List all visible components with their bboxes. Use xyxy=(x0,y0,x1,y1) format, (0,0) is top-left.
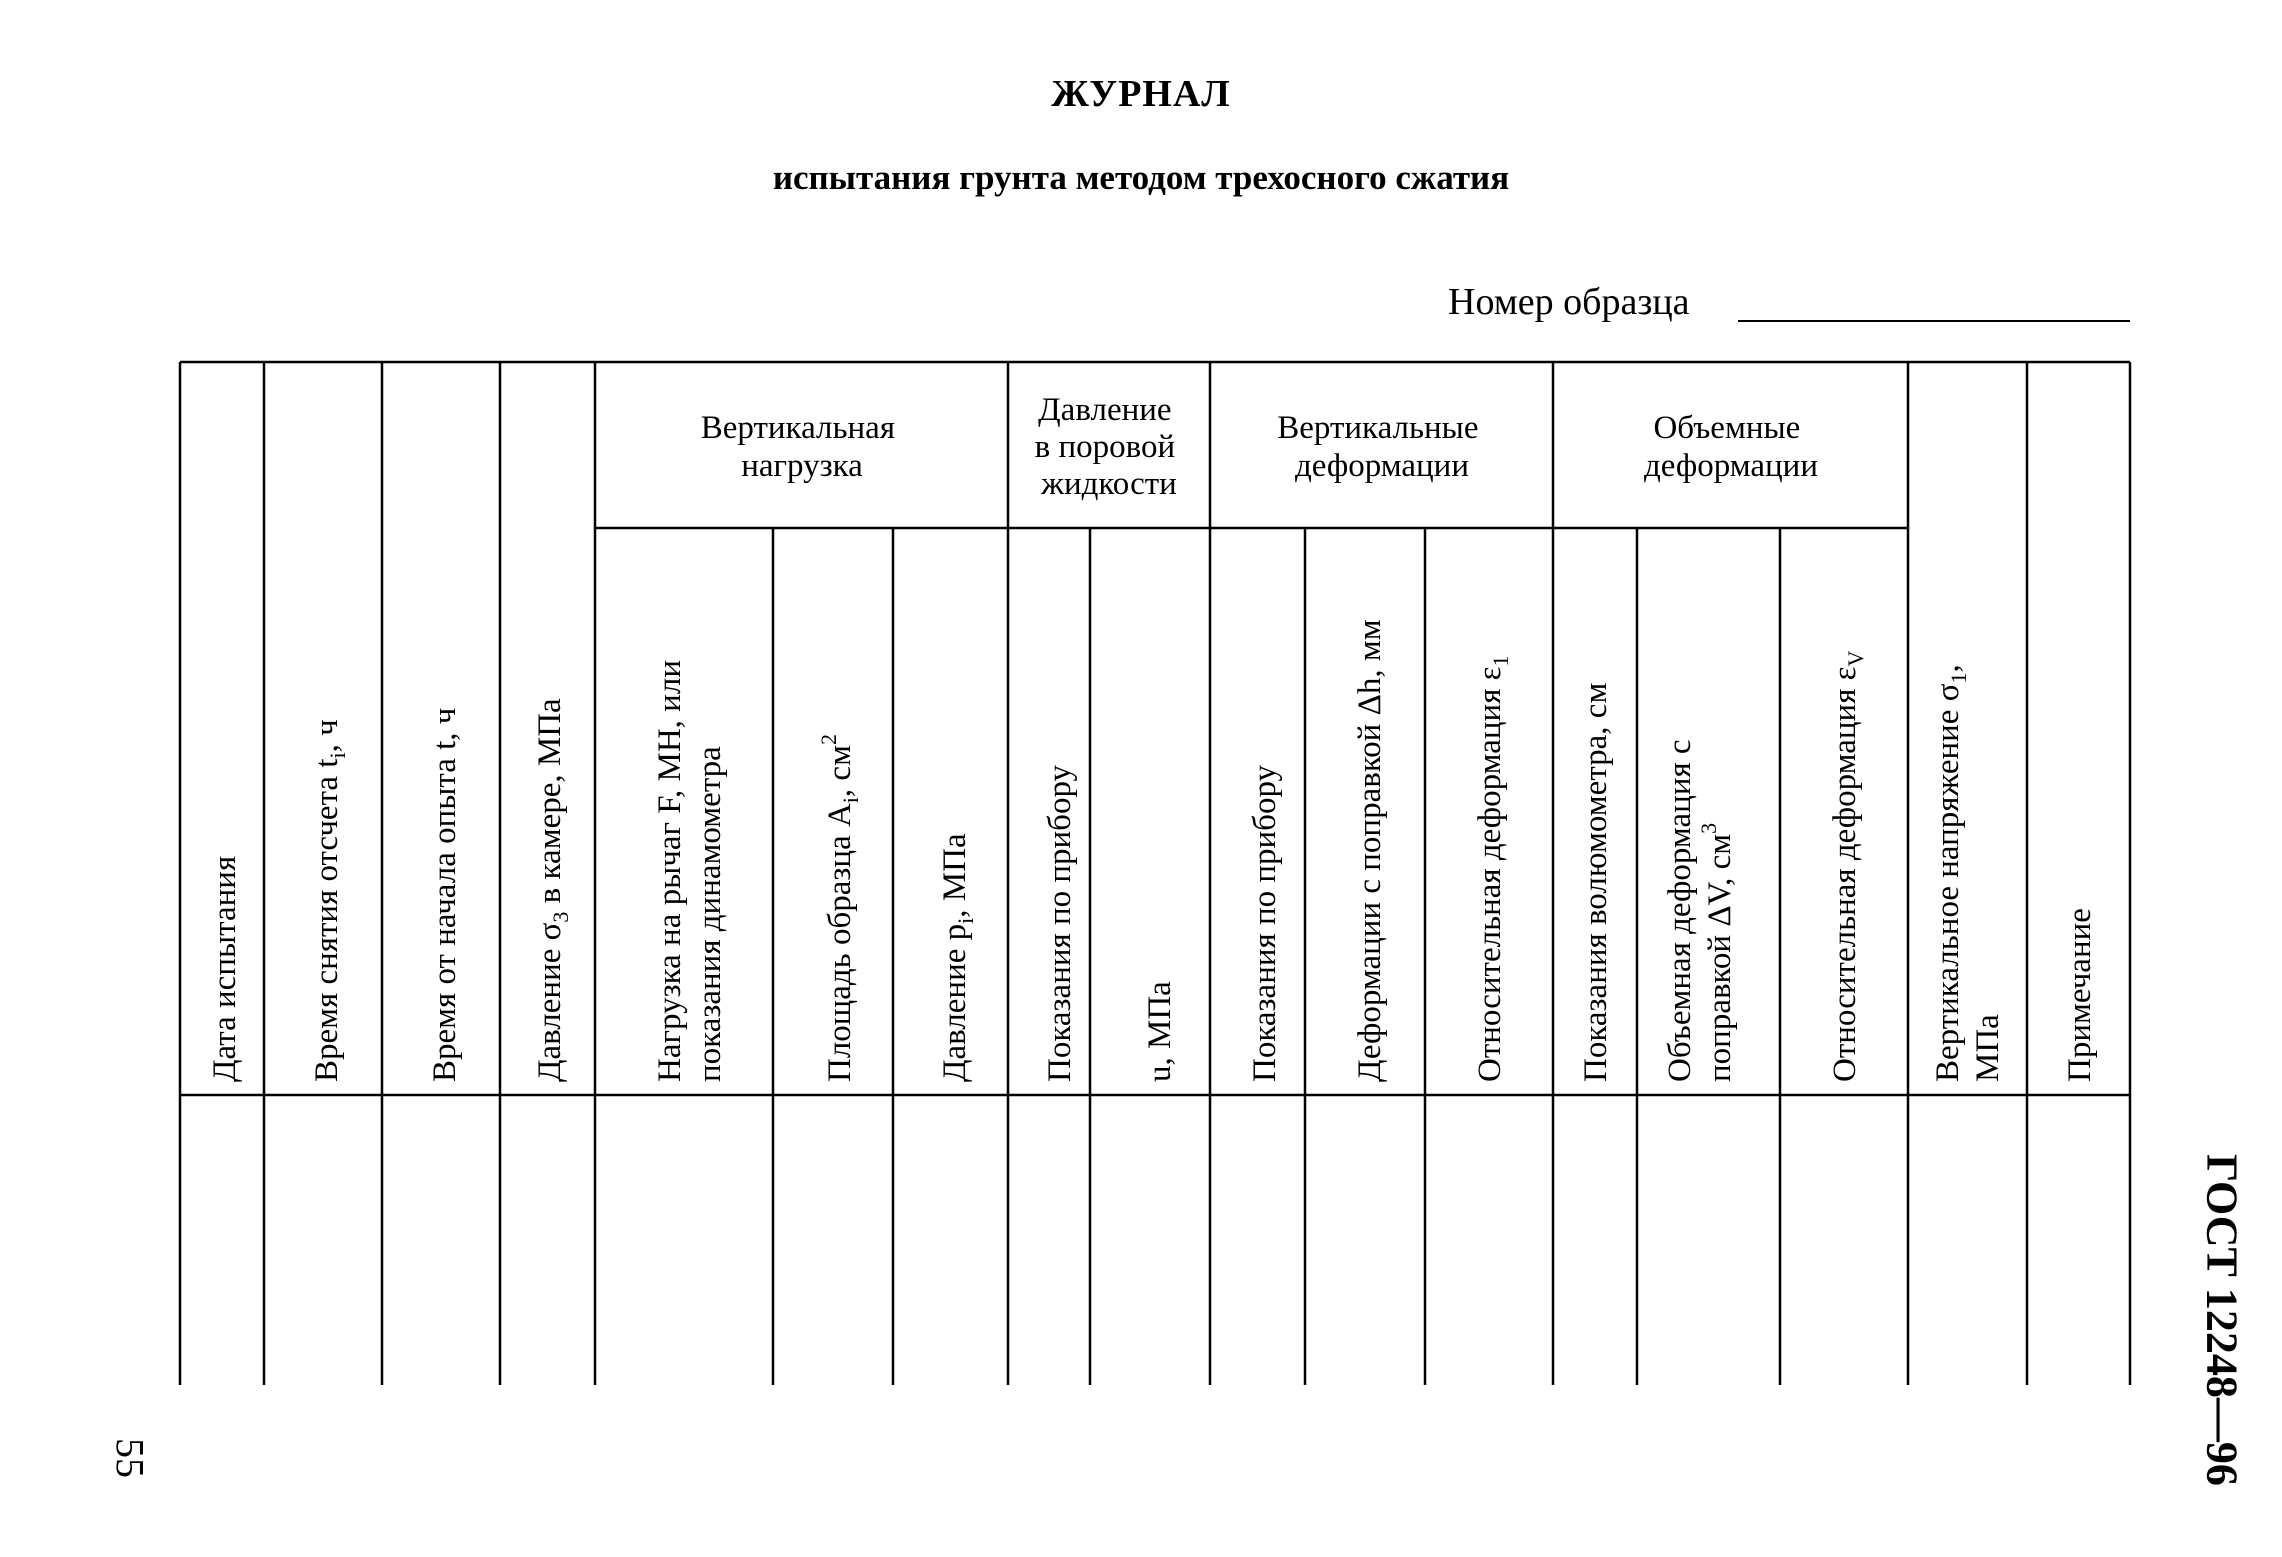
column-header-corrected-volume-deformation: Объемная деформация с поправкой ΔV, $см^3$ xyxy=(1662,739,1738,1082)
page-number: 55 xyxy=(107,1438,153,1478)
column-header-relative-volume-deformation: Относительная деформация $\varepsilon_V$ xyxy=(1827,650,1868,1082)
column-header-pore-instrument-readings: Показания по прибору xyxy=(1042,764,1078,1082)
group-volume-deformations: Объемные деформации xyxy=(1643,410,1819,484)
column-header-elapsed-time: Время от начала опыта t, ч xyxy=(427,707,463,1082)
standard-designation: ГОСТ 12248—96 xyxy=(2197,1154,2247,1486)
column-header-volumometer-readings: Показания волюмометра, см xyxy=(1578,682,1614,1082)
column-header-vertical-stress: Вертикальное напряжение $\sigma_1$, МПа xyxy=(1930,664,2006,1082)
column-header-pressure-p: Давление $p_i$, МПа xyxy=(937,833,978,1082)
column-header-reading-time: Время снятия отсчета $t_i$, ч xyxy=(309,719,350,1082)
journal-subtitle: испытания грунта методом трехосного сжатия xyxy=(772,158,1510,197)
column-header-test-date: Дата испытания xyxy=(207,855,243,1082)
column-header-relative-deformation-e1: Относительная деформация $\varepsilon_1$ xyxy=(1472,655,1513,1082)
group-pore-pressure: Давление в поровой жидкости xyxy=(1034,392,1177,502)
column-header-pore-pressure-u: u, МПа xyxy=(1142,981,1178,1082)
column-header-deformation-instrument-readings: Показания по прибору xyxy=(1247,764,1283,1082)
column-header-chamber-pressure: Давление $\sigma_3$ в камере, МПа xyxy=(532,698,573,1082)
group-vertical-deformations: Вертикальные деформации xyxy=(1277,410,1479,484)
journal-title: ЖУРНАЛ xyxy=(1051,73,1231,115)
column-header-note: Примечание xyxy=(2062,908,2098,1082)
sample-number-label: Номер образца xyxy=(1448,281,1690,323)
column-header-lever-load: Нагрузка на рычаг F, МН, или показания динамометра xyxy=(652,660,728,1082)
column-header-sample-area: Площадь образца $A_i$, $см^2$ xyxy=(816,734,863,1082)
column-header-corrected-deformation: Деформации с поправкой Δh, мм xyxy=(1352,619,1388,1082)
group-vertical-load: Вертикальная нагрузка xyxy=(700,410,896,484)
